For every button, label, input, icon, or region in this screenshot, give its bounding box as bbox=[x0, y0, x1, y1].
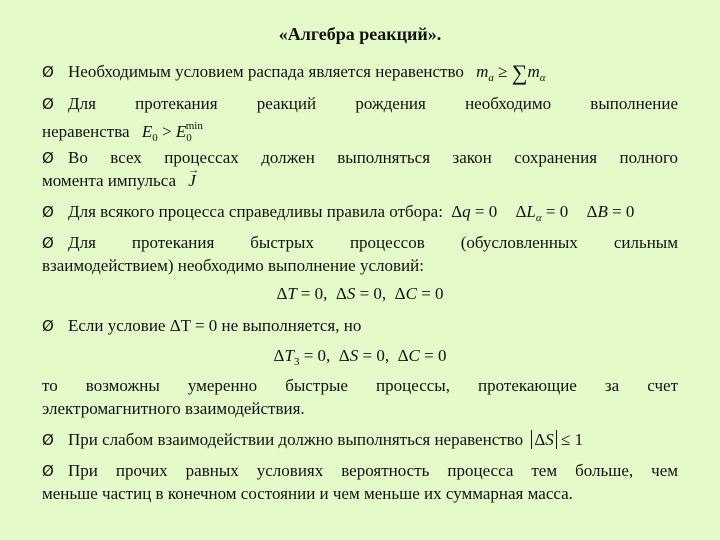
item-text-line2: меньше частиц в конечном состоянии и чем меньше их суммарная масса. bbox=[42, 484, 573, 503]
bullet-arrow-icon: Ø bbox=[42, 234, 54, 252]
bullet-arrow-icon: Ø bbox=[42, 431, 54, 449]
bullet-item-weak bbox=[42, 428, 678, 452]
item-text-after2: электромагнитного взаимодействия. bbox=[42, 399, 305, 418]
item-text-line2: неравенства bbox=[42, 122, 130, 141]
bullet-item-probability bbox=[42, 459, 678, 483]
bullet-item-production bbox=[42, 92, 678, 116]
item-text: При слабом взаимодействии должно выполняться неравенство bbox=[68, 430, 524, 449]
formula-weak-condition: ΔS ≤ 1 bbox=[531, 430, 583, 449]
bullet-item-strong bbox=[42, 231, 678, 255]
formula-baryon-conservation: ΔB = 0 bbox=[586, 202, 635, 221]
item-text-line1: При прочих равных условиях вероятность процесса тем больше, чем bbox=[68, 461, 678, 480]
item-text: Если условие ΔT = 0 не выполняется, но bbox=[68, 316, 362, 335]
item-text-line1: Для протекания быстрых процессов (обусловленных сильным bbox=[68, 233, 678, 252]
item-text: Необходимым условием распада является неравенство bbox=[68, 62, 464, 81]
item-text-line1: Для протекания реакций рождения необходимо выполнение bbox=[68, 94, 678, 113]
formula-angular-momentum: → J bbox=[188, 171, 196, 190]
bullet-arrow-icon: Ø bbox=[42, 462, 54, 480]
formula-threshold-energy: $E_0 > E_0^{min}$ bbox=[141, 120, 203, 144]
bullet-arrow-icon: Ø bbox=[42, 63, 54, 81]
bullet-item-selection-rules bbox=[42, 200, 678, 230]
formula-lepton-conservation: $\Delta L_\alpha = 0$ bbox=[515, 202, 569, 224]
formula-decay-condition: $m_a \ge \sum m_\alpha$ bbox=[476, 60, 546, 85]
bullet-item-angular-momentum bbox=[42, 146, 678, 170]
item-text-after1: то возможны умеренно быстрые процессы, протекающие за счет bbox=[42, 376, 678, 395]
bullet-arrow-icon: Ø bbox=[42, 317, 54, 335]
item-text: Для всякого процесса справедливы правила отбора: bbox=[68, 202, 443, 221]
formula-em-conditions: $\Delta T_3 = 0$, ΔS = 0, ΔC = 0 bbox=[273, 346, 447, 368]
bullet-item-probability-cont bbox=[42, 482, 678, 505]
slide-title: «Алгебра реакций». bbox=[278, 24, 442, 44]
bullet-item-isospin bbox=[42, 314, 678, 338]
item-text-line2: момента импульса bbox=[42, 171, 177, 190]
bullet-item-production-cont bbox=[42, 115, 678, 150]
formula-charge-conservation: Δq = 0 bbox=[451, 202, 498, 221]
paragraph-em-processes bbox=[42, 374, 678, 397]
bullet-item-angular-momentum-cont bbox=[42, 169, 678, 192]
bullet-item-decay bbox=[42, 60, 678, 90]
bullet-item-strong-cont bbox=[42, 254, 678, 277]
paragraph-em-processes-cont bbox=[42, 397, 678, 420]
item-text-line1: Во всех процессах должен выполняться закон сохранения полного bbox=[68, 148, 678, 167]
bullet-arrow-icon: Ø bbox=[42, 149, 54, 167]
item-text-line2: взаимодействием) необходимо выполнение условий: bbox=[42, 256, 424, 275]
formula-strong-conditions: ΔT = 0, ΔS = 0, ΔC = 0 bbox=[276, 284, 444, 303]
bullet-arrow-icon: Ø bbox=[42, 203, 54, 221]
bullet-arrow-icon: Ø bbox=[42, 95, 54, 113]
